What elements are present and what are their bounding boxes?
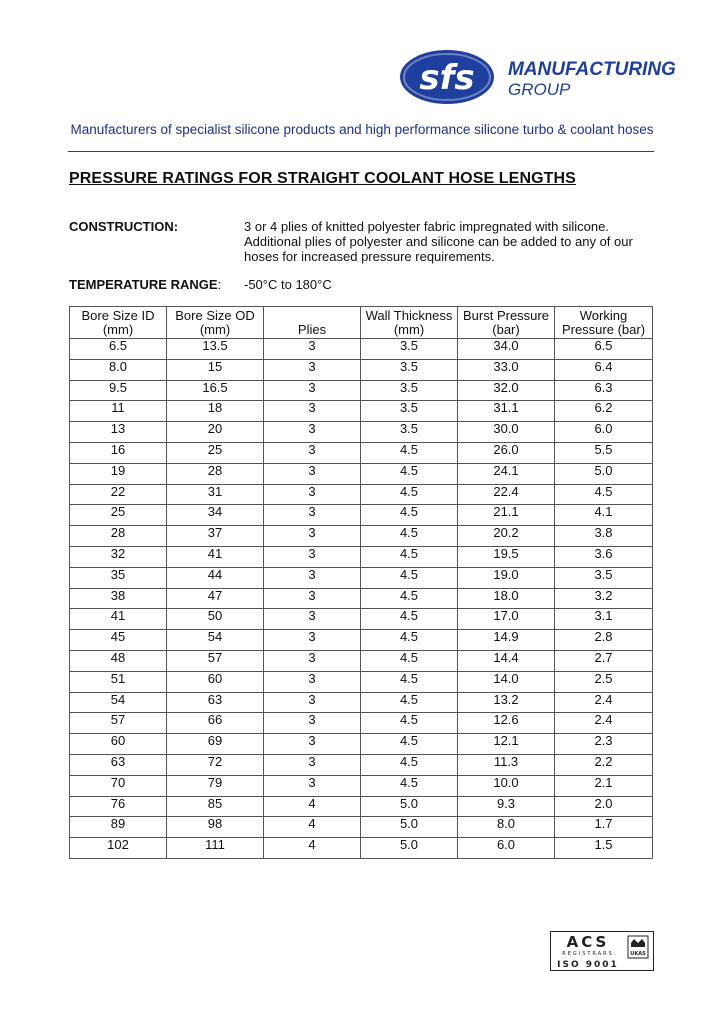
table-cell: 6.2 xyxy=(555,401,653,422)
table-cell: 19.5 xyxy=(458,546,555,567)
temperature-label-text: TEMPERATURE RANGE xyxy=(69,277,218,292)
column-header-line: (mm) xyxy=(393,322,425,337)
table-cell: 5.0 xyxy=(555,463,653,484)
iso-9001-certification-stamp xyxy=(550,931,654,971)
table-row xyxy=(70,609,653,630)
table-cell: 4.5 xyxy=(361,775,458,796)
table-cell: 4.5 xyxy=(361,526,458,547)
table-row xyxy=(70,588,653,609)
table-row xyxy=(70,713,653,734)
table-cell: 47 xyxy=(167,588,264,609)
table-cell: 18.0 xyxy=(458,588,555,609)
table-cell: 3 xyxy=(264,359,361,380)
column-header xyxy=(70,307,167,339)
table-cell: 60 xyxy=(167,671,264,692)
column-header-line: Plies xyxy=(297,322,327,337)
table-cell: 4.5 xyxy=(361,734,458,755)
table-row xyxy=(70,567,653,588)
table-cell: 57 xyxy=(70,713,167,734)
table-cell: 3 xyxy=(264,630,361,651)
table-cell: 6.5 xyxy=(70,339,167,360)
table-cell: 4.5 xyxy=(361,713,458,734)
table-cell: 3 xyxy=(264,650,361,671)
column-header-line: Wall Thickness xyxy=(365,308,453,323)
table-cell: 4.5 xyxy=(361,505,458,526)
table-cell: 3 xyxy=(264,713,361,734)
table-cell: 4.5 xyxy=(361,442,458,463)
table-cell: 50 xyxy=(167,609,264,630)
table-cell: 6.0 xyxy=(555,422,653,443)
table-cell: 98 xyxy=(167,817,264,838)
table-cell: 33.0 xyxy=(458,359,555,380)
registrars-text: REGISTRARS xyxy=(562,951,614,957)
table-cell: 12.1 xyxy=(458,734,555,755)
table-cell: 22.4 xyxy=(458,484,555,505)
table-cell: 5.5 xyxy=(555,442,653,463)
table-row xyxy=(70,630,653,651)
table-cell: 19 xyxy=(70,463,167,484)
table-cell: 41 xyxy=(70,609,167,630)
table-cell: 8.0 xyxy=(458,817,555,838)
table-cell: 15 xyxy=(167,359,264,380)
table-cell: 37 xyxy=(167,526,264,547)
table-cell: 3.6 xyxy=(555,546,653,567)
table-cell: 4.5 xyxy=(361,754,458,775)
table-cell: 3 xyxy=(264,546,361,567)
iso-standard-text: ISO 9001 xyxy=(557,960,619,970)
table-cell: 54 xyxy=(70,692,167,713)
acs-logo-text: ACS xyxy=(566,933,610,951)
table-cell: 48 xyxy=(70,650,167,671)
table-cell: 3.8 xyxy=(555,526,653,547)
header-divider xyxy=(68,151,654,152)
table-cell: 13 xyxy=(70,422,167,443)
table-cell: 2.1 xyxy=(555,775,653,796)
table-cell: 4.1 xyxy=(555,505,653,526)
table-row xyxy=(70,442,653,463)
table-row xyxy=(70,339,653,360)
table-cell: 51 xyxy=(70,671,167,692)
table-cell: 3.5 xyxy=(361,401,458,422)
table-cell: 4.5 xyxy=(361,671,458,692)
table-cell: 3 xyxy=(264,734,361,755)
table-cell: 18 xyxy=(167,401,264,422)
column-header-line: Bore Size OD xyxy=(175,308,255,323)
table-cell: 4.5 xyxy=(361,630,458,651)
table-cell: 6.5 xyxy=(555,339,653,360)
table-cell: 13.5 xyxy=(167,339,264,360)
table-cell: 3 xyxy=(264,526,361,547)
column-header-line: (bar) xyxy=(492,322,520,337)
column-header xyxy=(458,307,555,339)
table-header-row xyxy=(70,307,653,339)
column-header xyxy=(361,307,458,339)
table-cell: 102 xyxy=(70,838,167,859)
table-cell: 69 xyxy=(167,734,264,755)
table-cell: 4.5 xyxy=(361,567,458,588)
table-cell: 4 xyxy=(264,817,361,838)
company-tagline: Manufacturers of specialist silicone products and high performance silicone turbo & coolant hoses xyxy=(70,122,654,137)
temperature-label-colon: : xyxy=(217,277,222,292)
table-cell: 14.4 xyxy=(458,650,555,671)
column-header-line: Pressure (bar) xyxy=(561,322,646,337)
table-cell: 2.2 xyxy=(555,754,653,775)
table-cell: 3 xyxy=(264,775,361,796)
table-row xyxy=(70,692,653,713)
table-cell: 35 xyxy=(70,567,167,588)
table-cell: 3.1 xyxy=(555,609,653,630)
table-cell: 85 xyxy=(167,796,264,817)
table-cell: 30.0 xyxy=(458,422,555,443)
table-cell: 4 xyxy=(264,838,361,859)
table-row xyxy=(70,401,653,422)
table-cell: 6.0 xyxy=(458,838,555,859)
table-cell: 3.5 xyxy=(361,339,458,360)
table-cell: 26.0 xyxy=(458,442,555,463)
table-cell: 20.2 xyxy=(458,526,555,547)
table-row xyxy=(70,546,653,567)
table-row xyxy=(70,754,653,775)
table-cell: 3 xyxy=(264,505,361,526)
table-cell: 3 xyxy=(264,339,361,360)
table-cell: 24.1 xyxy=(458,463,555,484)
table-cell: 2.0 xyxy=(555,796,653,817)
temperature-value: -50°C to 180°C xyxy=(244,277,332,292)
table-cell: 63 xyxy=(70,754,167,775)
table-cell: 9.3 xyxy=(458,796,555,817)
table-cell: 3.5 xyxy=(361,380,458,401)
column-header xyxy=(167,307,264,339)
table-cell: 4.5 xyxy=(361,609,458,630)
table-row xyxy=(70,817,653,838)
column-header xyxy=(264,307,361,339)
logo-name: MANUFACTURING xyxy=(508,59,676,80)
table-cell: 3 xyxy=(264,609,361,630)
table-cell: 1.5 xyxy=(555,838,653,859)
table-cell: 3.5 xyxy=(361,359,458,380)
table-cell: 57 xyxy=(167,650,264,671)
table-cell: 4.5 xyxy=(555,484,653,505)
table-cell: 38 xyxy=(70,588,167,609)
column-header xyxy=(555,307,653,339)
table-cell: 4.5 xyxy=(361,546,458,567)
table-row xyxy=(70,838,653,859)
table-cell: 3.5 xyxy=(555,567,653,588)
table-cell: 2.8 xyxy=(555,630,653,651)
table-cell: 8.0 xyxy=(70,359,167,380)
table-cell: 3 xyxy=(264,463,361,484)
table-cell: 3 xyxy=(264,401,361,422)
table-row xyxy=(70,484,653,505)
table-row xyxy=(70,775,653,796)
table-cell: 54 xyxy=(167,630,264,651)
table-cell: 79 xyxy=(167,775,264,796)
construction-text xyxy=(244,219,664,264)
logo-letters: sfs xyxy=(419,58,475,98)
table-cell: 5.0 xyxy=(361,838,458,859)
table-cell: 22 xyxy=(70,484,167,505)
column-header-line: (mm) xyxy=(102,322,134,337)
table-row xyxy=(70,734,653,755)
table-cell: 28 xyxy=(167,463,264,484)
table-cell: 5.0 xyxy=(361,817,458,838)
table-cell: 6.3 xyxy=(555,380,653,401)
table-cell: 25 xyxy=(167,442,264,463)
table-cell: 32.0 xyxy=(458,380,555,401)
table-cell: 34 xyxy=(167,505,264,526)
construction-line: hoses for increased pressure requirements. xyxy=(244,249,495,264)
table-cell: 3.2 xyxy=(555,588,653,609)
table-row xyxy=(70,526,653,547)
pressure-ratings-table xyxy=(69,306,653,859)
temperature-label xyxy=(69,277,221,292)
table-cell: 63 xyxy=(167,692,264,713)
construction-label: CONSTRUCTION: xyxy=(69,219,179,234)
table-cell: 19.0 xyxy=(458,567,555,588)
table-cell: 6.4 xyxy=(555,359,653,380)
table-cell: 3 xyxy=(264,422,361,443)
table-cell: 3 xyxy=(264,754,361,775)
table-cell: 14.0 xyxy=(458,671,555,692)
table-cell: 3 xyxy=(264,484,361,505)
table-cell: 4 xyxy=(264,796,361,817)
table-cell: 17.0 xyxy=(458,609,555,630)
table-cell: 60 xyxy=(70,734,167,755)
table-cell: 34.0 xyxy=(458,339,555,360)
table-row xyxy=(70,463,653,484)
page-title: PRESSURE RATINGS FOR STRAIGHT COOLANT HOSE LENGTHS xyxy=(69,170,576,187)
table-cell: 28 xyxy=(70,526,167,547)
table-cell: 16.5 xyxy=(167,380,264,401)
table-cell: 66 xyxy=(167,713,264,734)
table-cell: 4.5 xyxy=(361,463,458,484)
table-row xyxy=(70,422,653,443)
table-cell: 5.0 xyxy=(361,796,458,817)
construction-line: Additional plies of polyester and silicone can be added to any of our xyxy=(244,234,633,249)
table-cell: 3 xyxy=(264,380,361,401)
table-cell: 4.5 xyxy=(361,484,458,505)
table-cell: 44 xyxy=(167,567,264,588)
column-header-line: (mm) xyxy=(199,322,231,337)
table-body xyxy=(70,339,653,859)
table-row xyxy=(70,671,653,692)
table-cell: 72 xyxy=(167,754,264,775)
table-cell: 76 xyxy=(70,796,167,817)
table-cell: 3 xyxy=(264,588,361,609)
table-cell: 3 xyxy=(264,442,361,463)
ukas-text: UKAS xyxy=(630,951,646,957)
table-cell: 3.5 xyxy=(361,422,458,443)
logo-sub: GROUP xyxy=(508,80,571,99)
table-cell: 4.5 xyxy=(361,588,458,609)
table-cell: 10.0 xyxy=(458,775,555,796)
table-cell: 1.7 xyxy=(555,817,653,838)
table-cell: 31 xyxy=(167,484,264,505)
table-cell: 111 xyxy=(167,838,264,859)
table-cell: 25 xyxy=(70,505,167,526)
table-row xyxy=(70,380,653,401)
table-cell: 9.5 xyxy=(70,380,167,401)
table-cell: 11 xyxy=(70,401,167,422)
table-cell: 11.3 xyxy=(458,754,555,775)
table-row xyxy=(70,650,653,671)
table-row xyxy=(70,796,653,817)
table-cell: 89 xyxy=(70,817,167,838)
sfs-manufacturing-group-logo xyxy=(398,48,676,108)
table-cell: 31.1 xyxy=(458,401,555,422)
column-header-line: Working xyxy=(579,308,628,323)
table-cell: 41 xyxy=(167,546,264,567)
column-header-line: Burst Pressure xyxy=(463,308,549,323)
table-row xyxy=(70,359,653,380)
table-cell: 3 xyxy=(264,692,361,713)
table-cell: 13.2 xyxy=(458,692,555,713)
table-cell: 2.7 xyxy=(555,650,653,671)
table-cell: 45 xyxy=(70,630,167,651)
table-cell: 3 xyxy=(264,567,361,588)
table-cell: 2.4 xyxy=(555,692,653,713)
table-cell: 70 xyxy=(70,775,167,796)
table-cell: 32 xyxy=(70,546,167,567)
table-cell: 3 xyxy=(264,671,361,692)
table-cell: 14.9 xyxy=(458,630,555,651)
column-header-line: Bore Size ID xyxy=(81,308,155,323)
table-cell: 4.5 xyxy=(361,692,458,713)
table-cell: 16 xyxy=(70,442,167,463)
table-cell: 20 xyxy=(167,422,264,443)
table-cell: 21.1 xyxy=(458,505,555,526)
table-cell: 4.5 xyxy=(361,650,458,671)
table-cell: 2.5 xyxy=(555,671,653,692)
table-cell: 2.4 xyxy=(555,713,653,734)
table-cell: 12.6 xyxy=(458,713,555,734)
table-row xyxy=(70,505,653,526)
construction-line: 3 or 4 plies of knitted polyester fabric impregnated with silicone. xyxy=(244,219,609,234)
table-cell: 2.3 xyxy=(555,734,653,755)
